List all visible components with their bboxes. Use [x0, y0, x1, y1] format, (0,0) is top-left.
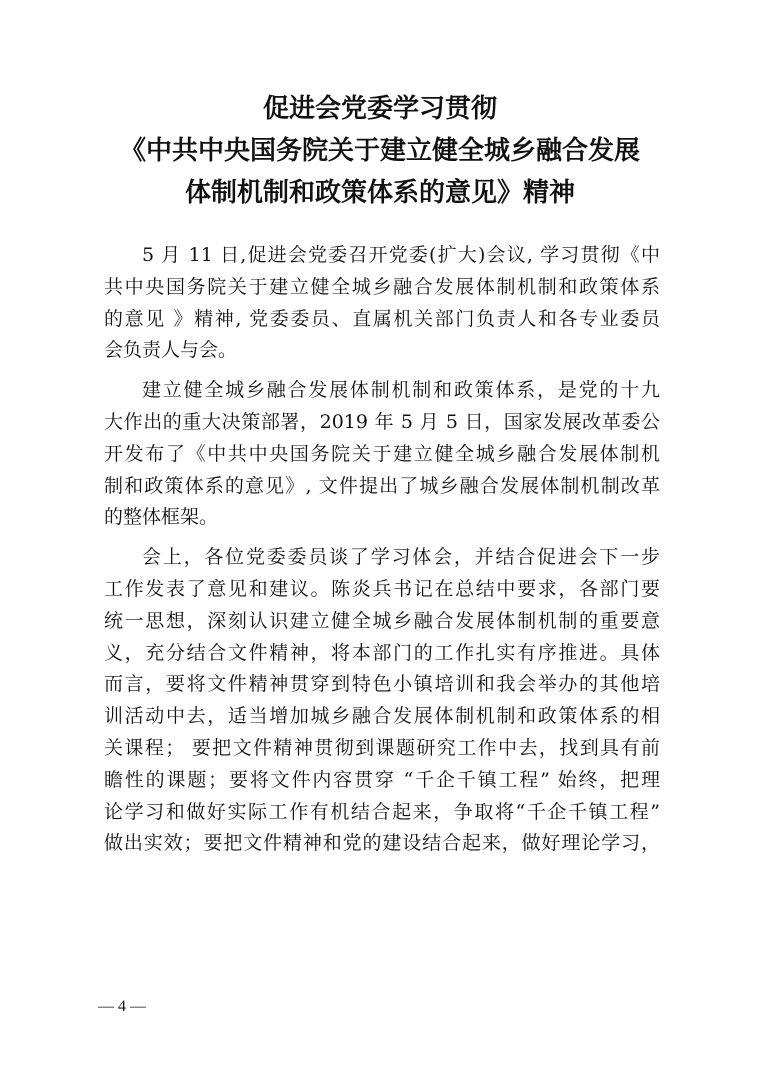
paragraph-line: 会上，各位党委委员谈了学习体会，并结合促进会下一步 — [142, 546, 660, 569]
paragraph-line: 义，充分结合文件精神，将本部门的工作扎实有序推进。具体 — [104, 641, 660, 664]
paragraph-line: 大作出的重大决策部署，2019 年 5 月 5 日，国家发展改革委公 — [104, 410, 660, 433]
paragraph-line: 的整体框架。 — [104, 506, 219, 529]
paragraph-line: 论学习和做好实际工作有机结合起来，争取将“千企千镇工程” — [104, 800, 660, 823]
paragraph-line: 做出实效；要把文件精神和党的建设结合起来，做好理论学习， — [104, 832, 660, 855]
paragraph-line: 训活动中去，适当增加城乡融合发展体制机制和政策体系的相 — [104, 705, 660, 728]
page-number: — 4 — — [98, 998, 146, 1015]
paragraph-line: 共中央国务院关于建立健全城乡融合发展体制机制和政策体系 — [104, 275, 660, 298]
paragraph-line: 5 月 11 日,促进会党委召开党委(扩大)会议, 学习贯彻《中 — [142, 244, 660, 266]
document-body — [104, 240, 660, 868]
paragraph-policy-background — [104, 375, 660, 534]
paragraph-line: 统一思想，深刻认识建立健全城乡融合发展体制机制的重要意 — [104, 609, 660, 632]
paragraph-line: 会负责人与会。 — [104, 339, 238, 362]
paragraph-line: 瞻性的课题；要将文件内容贯穿 “千企千镇工程” 始终，把理 — [104, 768, 660, 791]
title-line-1: 促进会党委学习贯彻 — [262, 94, 497, 124]
paragraph-line: 的意见 》精神, 党委委员、直属机关部门负责人和各专业委员 — [104, 307, 660, 330]
paragraph-line: 而言，要将文件精神贯穿到特色小镇培训和我会举办的其他培 — [104, 673, 660, 696]
paragraph-line: 制和政策体系的意见》, 文件提出了城乡融合发展体制机制改革 — [104, 474, 660, 497]
paragraph-line: 工作发表了意见和建议。陈炎兵书记在总结中要求，各部门要 — [104, 577, 660, 600]
title-line-3: 体制机制和政策体系的意见》精神 — [184, 178, 575, 208]
paragraph-meeting-summary — [104, 240, 660, 367]
title-line-2: 《中共中央国务院关于建立健全城乡融合发展 — [119, 136, 640, 166]
paragraph-line: 建立健全城乡融合发展体制机制和政策体系，是党的十九 — [142, 379, 660, 402]
paragraph-line: 开发布了《中共中央国务院关于建立健全城乡融合发展体制机 — [104, 442, 660, 465]
paragraph-line: 关课程； 要把文件精神贯彻到课题研究工作中去，找到具有前 — [104, 736, 660, 759]
paragraph-work-requirements — [104, 542, 660, 860]
document-title — [96, 88, 664, 214]
